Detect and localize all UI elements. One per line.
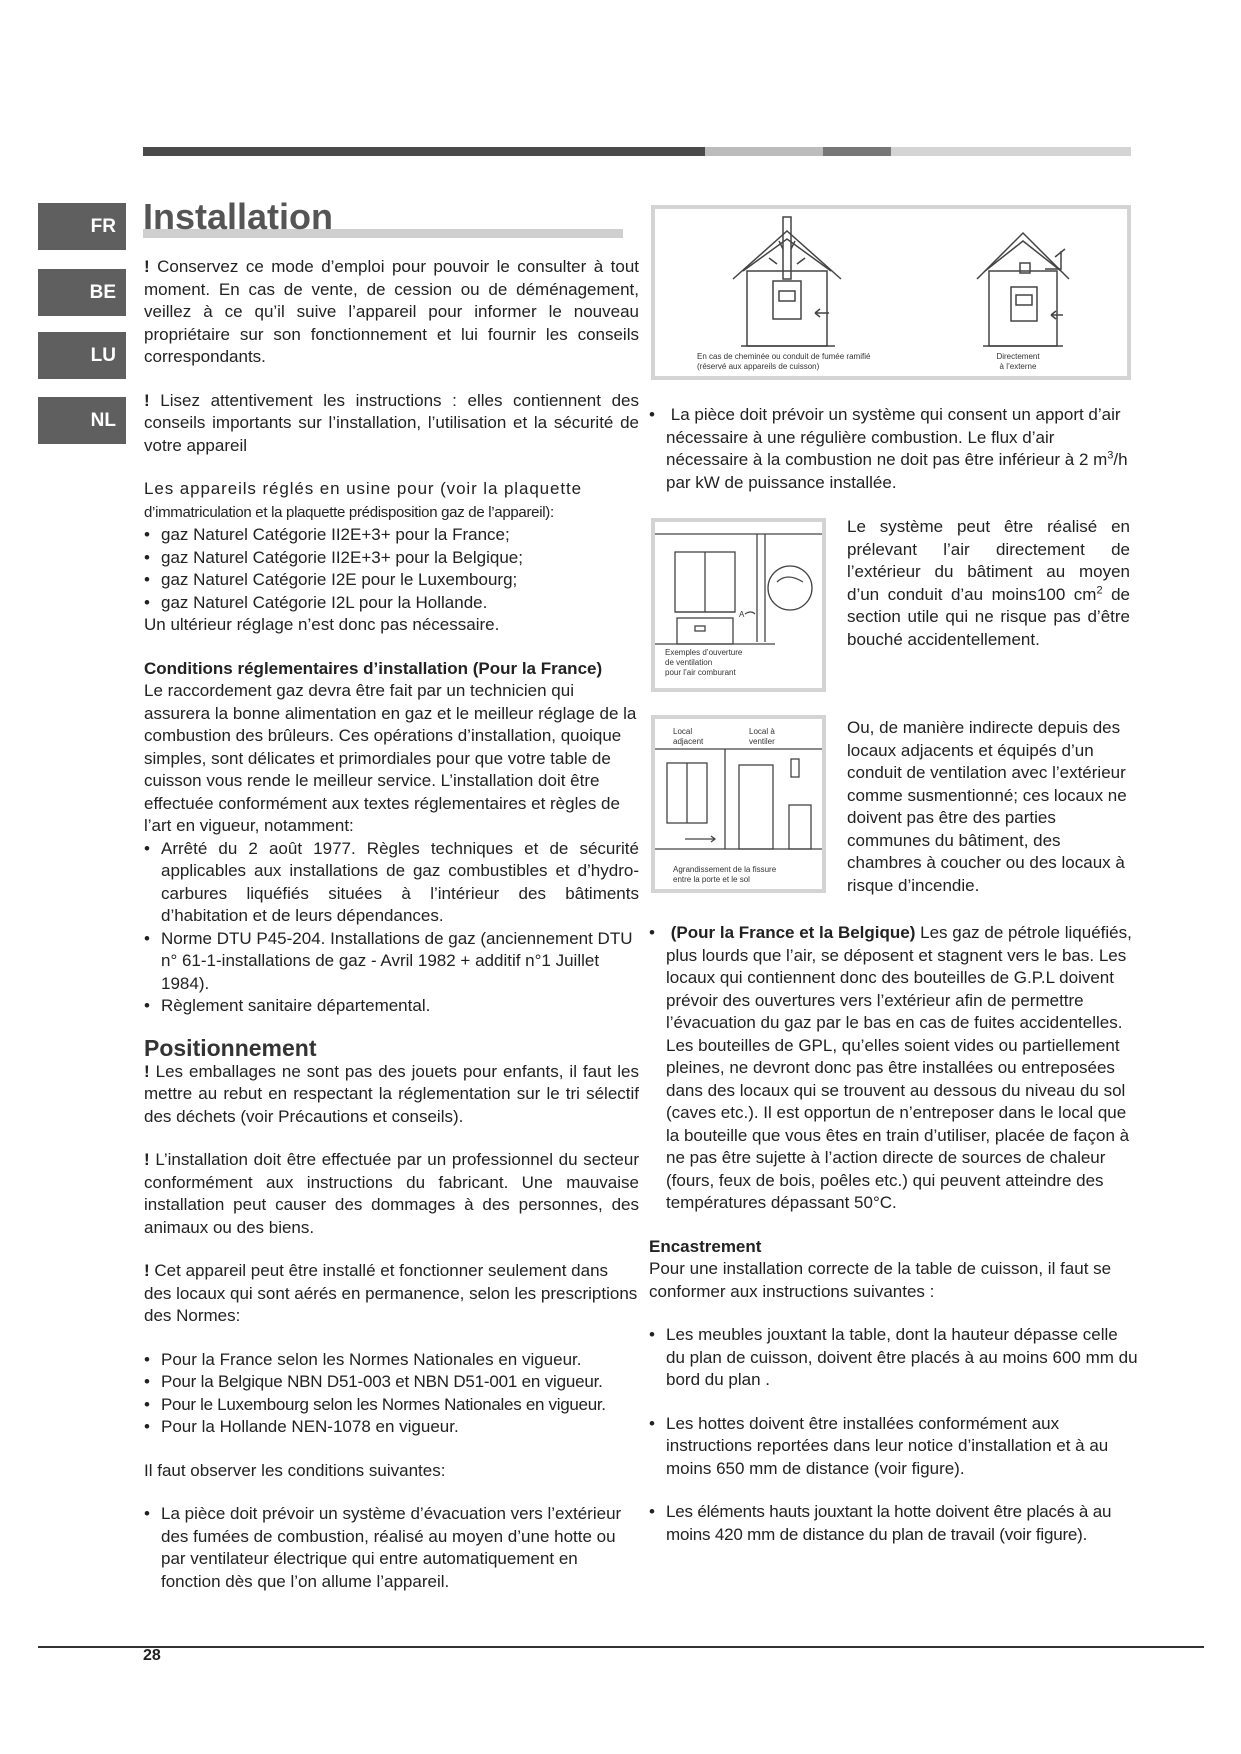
ventilated-room-label: Local à ventiler <box>749 727 775 746</box>
conditions-text: Le raccordement gaz devra être fait par un technicien qui assurera la bonne alimentation en gaz et le meilleur réglage de la combustion des brûleurs. Ces opérations d’installation, quoique simples, sont délicates et primordiales pour que votre table de cuisson vous rende le meilleur service. L’installation doit être effectuée conformément aux textes réglementaires et règles de l’art en vigueur, notamment: <box>144 681 637 835</box>
conditions-list <box>144 838 639 1018</box>
air-supply-item: • La pièce doit prévoir un système qui consent un apport d’air nécessaire à une régulière combustion. Le flux d’air nécessaire à la combustion ne doit pas être inférieur à 2 $m^3/h$ par kW de puissance installée. <box>649 404 1140 494</box>
gas-category-list <box>144 524 639 614</box>
list-item: • Norme DTU P45-204. Installations de gaz (anciennement DTU n° 61-1-installations de gaz - Avril 1982 + additif n°1 Juillet 1984). <box>144 928 639 996</box>
list-item: • Arrêté du 2 août 1977. Règles techniques et de sécurité applicables aux installations de gaz combustibles et d’hydro-carbures liquéfiés situées à l’intérieur des bâtiments d’habitation et de leurs dépendances. <box>144 838 639 928</box>
label-a: A <box>739 610 745 619</box>
evacuation-item: • La pièce doit prévoir un système d’évacuation vers l’extérieur des fumées de combustion, réalisé au moyen d’une hotte ou par ventilateur électrique qui entre automatiquement en fonction dès que l’on allume l’appareil. <box>144 1503 639 1593</box>
header-bar-dark <box>143 147 705 156</box>
direct-intake-text: Le système peut être réalisé en prélevant l’air directement de l’extérieur du bâtiment au moyen d’un conduit d’au moins100 $cm^2$ de section utile qui ne risque pas d’être bouché accidentellement. <box>847 517 1130 649</box>
packaging-warning: ! Les emballages ne sont pas des jouets pour enfants, il faut les mettre au rebut en respectant la réglementation sur le tri sélectif des déchets (voir Précautions et conseils). <box>144 1061 639 1126</box>
page-number: 28 <box>143 1647 161 1664</box>
footer-rule <box>38 1646 1204 1648</box>
page-title: Installation <box>143 196 334 237</box>
header-bar-pale <box>891 147 1131 156</box>
list-item: • gaz Naturel Catégorie II2E+3+ pour la Belgique; <box>144 547 639 570</box>
warning-mark: ! <box>144 1150 150 1169</box>
lpg-item: • (Pour la France et la Belgique) Les gaz de pétrole liquéfiés, plus lourds que l’air, se déposent et stagnent vers le bas. Les locaux qui contiennent donc des bouteilles de G.P.L doivent prévoir des ouvertures vers l’extérieur afin de permettre l’évacuation du gaz par le bas en cas de fuites accidentelles. Les bouteilles de GPL, qu’elles soient vides ou partiellement pleines, ne devront donc pas être installées ou entreposées dans des locaux qui se trouvent au dessous du niveau du sol (caves etc.). Il est opportun de n’entreposer dans le local que la bouteille que vous êtes en train d’utiliser, placée de façon à ne pas être sujette à l’action directe de sources de chaleur (fours, feux de bois, poêles etc.) qui peuvent atteindre des températures dépassant 50°C. <box>649 922 1140 1215</box>
indirect-ventilation-caption: Agrandissement de la fissure entre la porte et le sol <box>673 865 777 884</box>
list-item: • Pour la Hollande NEN-1078 en vigueur. <box>144 1416 639 1439</box>
header-bar-light <box>705 147 823 156</box>
language-tab-fr[interactable]: FR <box>38 203 126 250</box>
encastrement-heading: Encastrement <box>649 1236 762 1256</box>
language-tab-lu[interactable]: LU <box>38 332 126 379</box>
exhaust-figure <box>651 205 1131 380</box>
list-item: • Les meubles jouxtant la table, dont la hauteur dépasse celle du plan de cuisson, doivent être placés à au moins 600 mm du bord du plan . <box>649 1324 1140 1392</box>
warning-mark: ! <box>144 390 150 410</box>
exhaust-caption-left: En cas de cheminée ou conduit de fumée ramifié (réservé aux appareils de cuisson) <box>697 352 871 371</box>
left-column <box>144 256 639 1593</box>
encastrement-intro: Pour une installation correcte de la table de cuisson, il faut se conformer aux instructions suivantes : <box>649 1259 1112 1301</box>
air-intake-figure <box>651 518 826 692</box>
air-intake-caption: Exemples d’ouverture de ventilation pour l’air comburant <box>665 648 743 677</box>
list-item: • Pour la Belgique NBN D51-003 et NBN D51-001 en vigueur. <box>144 1371 639 1394</box>
language-tab-nl[interactable]: NL <box>38 397 126 444</box>
no-adjustment-note: Un ultérieur réglage n’est donc pas nécessaire. <box>144 615 500 634</box>
warning-mark: ! <box>144 257 150 276</box>
warning-mark: ! <box>144 1261 150 1280</box>
list-item: • Pour le Luxembourg selon les Normes Nationales en vigueur. <box>144 1394 639 1417</box>
norms-list <box>144 1349 639 1439</box>
list-item: • Pour la France selon les Normes Nationales en vigueur. <box>144 1349 639 1372</box>
warning-mark: ! <box>144 1061 150 1081</box>
preset-intro: Les appareils réglés en usine pour (voir la plaquette d’immatriculation et la plaquette prédisposition gaz de l’appareil): <box>144 479 582 521</box>
positioning-heading: Positionnement <box>144 1034 317 1061</box>
list-item: • gaz Naturel Catégorie I2L pour la Hollande. <box>144 592 639 615</box>
conditions-heading: Conditions réglementaires d’installation (Pour la France) <box>144 658 603 678</box>
ventilation-warning: ! Cet appareil peut être installé et fonctionner seulement dans des locaux qui sont aérés en permanence, selon les prescriptions des Normes: <box>144 1261 638 1325</box>
professional-warning: ! L’installation doit être effectuée par un professionnel du secteur conformément aux instructions du fabricant. Une mauvaise installation peut causer des dommages à des personnes, des animaux ou des biens. <box>144 1150 639 1237</box>
indirect-ventilation-figure <box>651 715 826 893</box>
list-item: • Les hottes doivent être installées conformément aux instructions reportées dans leur notice d’installation et à au moins 650 mm de distance (voir figure). <box>649 1413 1140 1481</box>
language-tab-be[interactable]: BE <box>38 269 126 316</box>
list-item: • Les éléments hauts jouxtant la hotte doivent être placés à au moins 420 mm de distance du plan de travail (voir figure). <box>649 1501 1140 1546</box>
warning-keep-manual: ! Conservez ce mode d’emploi pour pouvoir le consulter à tout moment. En cas de vente, de cession ou de déménagement, veillez à ce qu’il suive l’appareil pour informer le nouveau propriétaire sur son fonctionnement et lui fournir les conseils correspondants. <box>144 257 639 366</box>
observe-conditions: Il faut observer les conditions suivantes: <box>144 1460 446 1480</box>
right-column-lower <box>649 922 1140 1546</box>
warning-read-instructions: ! Lisez attentivement les instructions : elles contiennent des conseils importants sur l’installation, l’utilisation et la sécurité de votre appareil <box>144 390 639 455</box>
adjacent-room-label: Local adjacent <box>673 727 704 746</box>
list-item: • gaz Naturel Catégorie II2E+3+ pour la France; <box>144 524 639 547</box>
indirect-intake-text: Ou, de manière indirecte depuis des locaux adjacents et équipés d’un conduit de ventilation avec l’extérieur comme susmentionné; ces locaux ne doivent pas être des parties communes du bâtiment, des chambres à coucher ou des locaux à risque d’incendie. <box>847 718 1127 895</box>
exhaust-caption-right: Directement à l’externe <box>996 352 1040 371</box>
exhaust-diagram <box>655 209 1127 376</box>
header-bar-mid <box>823 147 891 156</box>
list-item: • Règlement sanitaire départemental. <box>144 995 639 1018</box>
list-item: • gaz Naturel Catégorie I2E pour le Luxembourg; <box>144 569 639 592</box>
